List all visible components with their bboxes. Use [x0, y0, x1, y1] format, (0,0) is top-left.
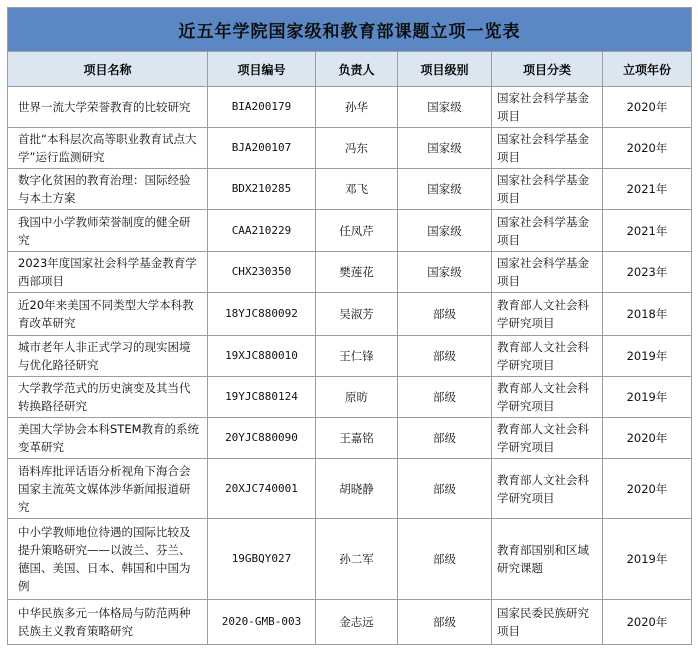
table-row	[8, 87, 692, 128]
cell-project-name: 中华民族多元一体格局与防范两种民族主义教育策略研究	[8, 600, 208, 645]
cell-category: 教育部国别和区域研究课题	[492, 519, 603, 600]
cell-project-code: 20YJC880090	[208, 418, 316, 459]
cell-leader: 王仁锋	[316, 336, 398, 377]
cell-leader: 吴淑芳	[316, 293, 398, 336]
cell-leader: 孙二军	[316, 519, 398, 600]
cell-leader: 原昉	[316, 377, 398, 418]
cell-project-code: 19GBQY027	[208, 519, 316, 600]
cell-level: 部级	[398, 459, 492, 519]
cell-category: 教育部人文社会科学研究项目	[492, 459, 603, 519]
cell-project-name: 中小学教师地位待遇的国际比较及提升策略研究——以波兰、芬兰、德国、美国、日本、韩国和中国为例	[8, 519, 208, 600]
cell-year: 2019年	[603, 377, 692, 418]
cell-year: 2020年	[603, 459, 692, 519]
cell-leader: 孙华	[316, 87, 398, 128]
cell-category: 国家社会科学基金项目	[492, 210, 603, 252]
cell-project-name: 语料库批评话语分析视角下海合会国家主流英文媒体涉华新闻报道研究	[8, 459, 208, 519]
cell-level: 国家级	[398, 169, 492, 210]
project-table	[7, 7, 692, 645]
cell-year: 2020年	[603, 418, 692, 459]
cell-project-code: 20XJC740001	[208, 459, 316, 519]
table-row	[8, 459, 692, 519]
cell-level: 国家级	[398, 128, 492, 169]
column-header-leader: 负责人	[316, 52, 398, 87]
cell-year: 2020年	[603, 128, 692, 169]
cell-year: 2019年	[603, 519, 692, 600]
cell-project-name: 我国中小学教师荣誉制度的健全研究	[8, 210, 208, 252]
cell-project-name: 大学教学范式的历史演变及其当代转换路径研究	[8, 377, 208, 418]
cell-year: 2021年	[603, 169, 692, 210]
cell-project-code: CAA210229	[208, 210, 316, 252]
cell-leader: 金志远	[316, 600, 398, 645]
cell-level: 国家级	[398, 252, 492, 293]
cell-project-name: 2023年度国家社会科学基金教育学西部项目	[8, 252, 208, 293]
cell-project-name: 世界一流大学荣誉教育的比较研究	[8, 87, 208, 128]
cell-project-name: 美国大学协会本科STEM教育的系统变革研究	[8, 418, 208, 459]
cell-year: 2021年	[603, 210, 692, 252]
cell-project-name: 数字化贫困的教育治理：国际经验与本土方案	[8, 169, 208, 210]
cell-category: 教育部人文社会科学研究项目	[492, 336, 603, 377]
page	[0, 7, 698, 662]
table-row	[8, 293, 692, 336]
title-row	[8, 8, 692, 52]
table-row	[8, 377, 692, 418]
cell-project-code: CHX230350	[208, 252, 316, 293]
column-header-category: 项目分类	[492, 52, 603, 87]
cell-category: 国家社会科学基金项目	[492, 252, 603, 293]
cell-category: 教育部人文社会科学研究项目	[492, 293, 603, 336]
cell-project-code: BJA200107	[208, 128, 316, 169]
header-row	[8, 52, 692, 87]
cell-level: 国家级	[398, 87, 492, 128]
cell-project-code: 19YJC880124	[208, 377, 316, 418]
cell-year: 2020年	[603, 87, 692, 128]
table-row	[8, 252, 692, 293]
cell-project-code: 19XJC880010	[208, 336, 316, 377]
cell-category: 国家民委民族研究项目	[492, 600, 603, 645]
cell-project-code: 18YJC880092	[208, 293, 316, 336]
column-header-year: 立项年份	[603, 52, 692, 87]
cell-leader: 胡晓静	[316, 459, 398, 519]
cell-leader: 任凤芹	[316, 210, 398, 252]
cell-leader: 邓飞	[316, 169, 398, 210]
table-row	[8, 169, 692, 210]
table-row	[8, 336, 692, 377]
cell-level: 部级	[398, 377, 492, 418]
cell-year: 2023年	[603, 252, 692, 293]
cell-project-name: 城市老年人非正式学习的现实困境与优化路径研究	[8, 336, 208, 377]
cell-category: 教育部人文社会科学研究项目	[492, 418, 603, 459]
table-row	[8, 128, 692, 169]
cell-project-code: BIA200179	[208, 87, 316, 128]
column-header-code: 项目编号	[208, 52, 316, 87]
cell-level: 国家级	[398, 210, 492, 252]
cell-level: 部级	[398, 519, 492, 600]
cell-year: 2018年	[603, 293, 692, 336]
table-row	[8, 418, 692, 459]
cell-project-name: 首批“本科层次高等职业教育试点大学”运行监测研究	[8, 128, 208, 169]
cell-category: 国家社会科学基金项目	[492, 87, 603, 128]
cell-category: 国家社会科学基金项目	[492, 128, 603, 169]
cell-leader: 冯东	[316, 128, 398, 169]
table-row	[8, 600, 692, 645]
cell-level: 部级	[398, 336, 492, 377]
table-row	[8, 210, 692, 252]
cell-leader: 樊莲花	[316, 252, 398, 293]
cell-year: 2019年	[603, 336, 692, 377]
table-row	[8, 519, 692, 600]
cell-level: 部级	[398, 293, 492, 336]
column-header-name: 项目名称	[8, 52, 208, 87]
cell-leader: 王嘉铭	[316, 418, 398, 459]
cell-project-code: 2020-GMB-003	[208, 600, 316, 645]
cell-project-code: BDX210285	[208, 169, 316, 210]
cell-project-name: 近20年来美国不同类型大学本科教育改革研究	[8, 293, 208, 336]
cell-level: 部级	[398, 600, 492, 645]
table-title: 近五年学院国家级和教育部课题立项一览表	[8, 8, 692, 52]
cell-year: 2020年	[603, 600, 692, 645]
column-header-level: 项目级别	[398, 52, 492, 87]
cell-level: 部级	[398, 418, 492, 459]
cell-category: 教育部人文社会科学研究项目	[492, 377, 603, 418]
cell-category: 国家社会科学基金项目	[492, 169, 603, 210]
